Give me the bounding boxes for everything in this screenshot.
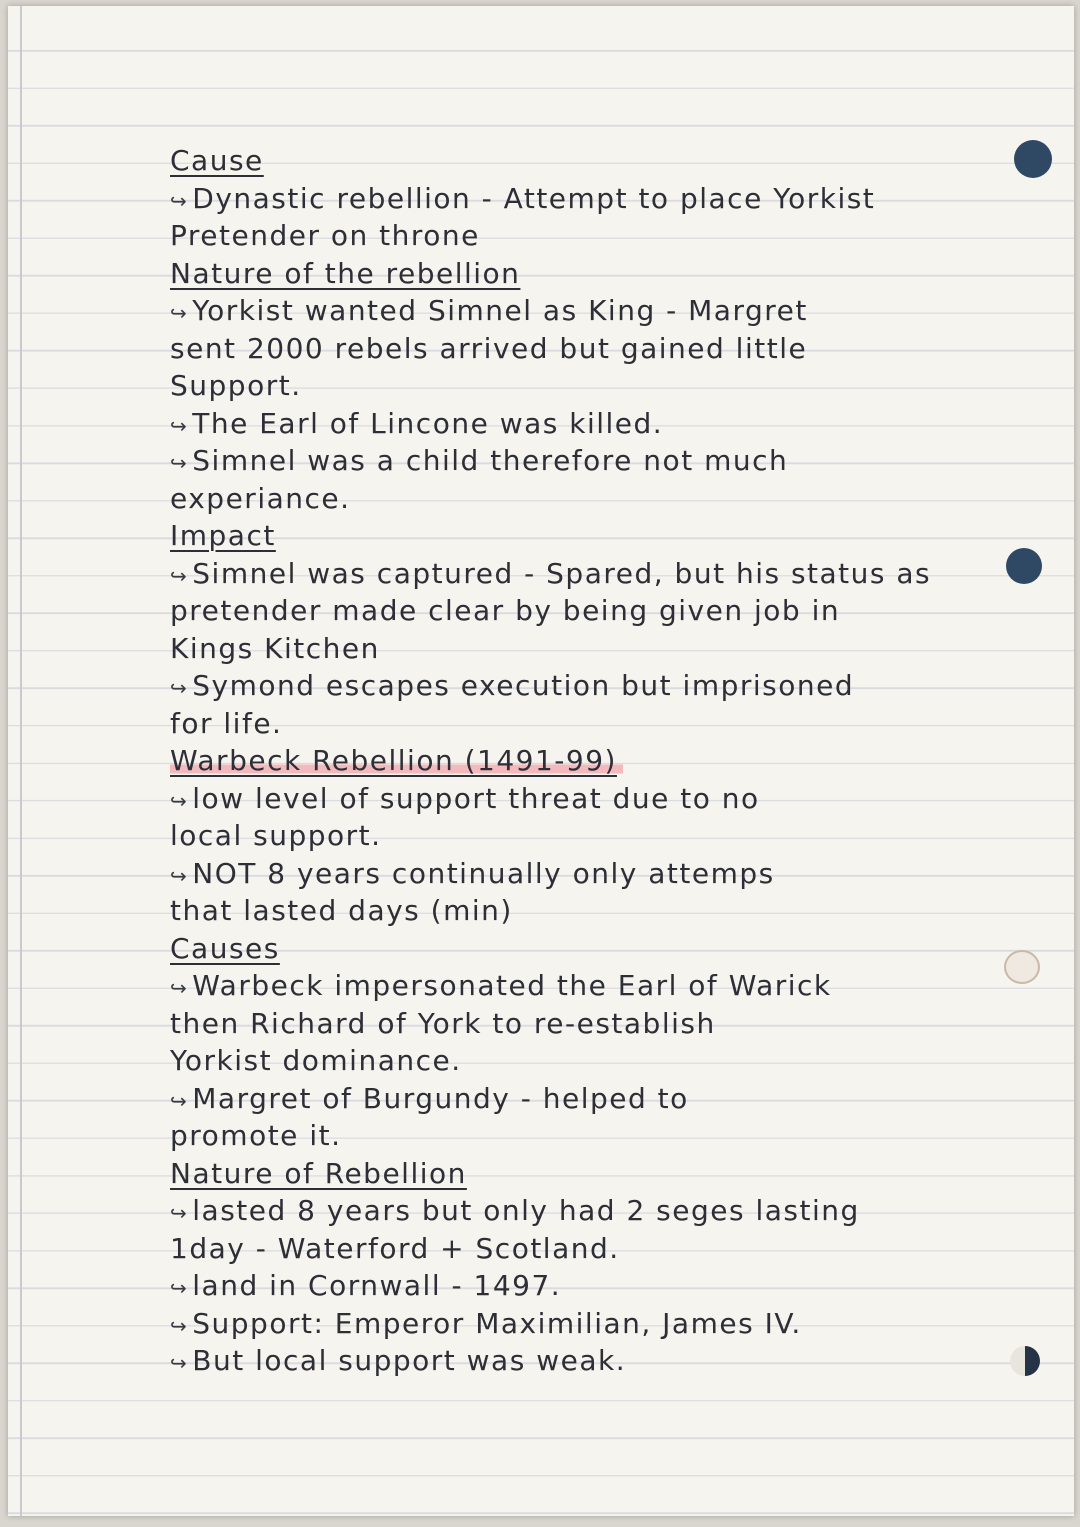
note-heading: [170, 742, 1050, 780]
line-text: Symond escapes execution but imprisoned: [192, 669, 855, 702]
line-text: Yorkist dominance.: [170, 1044, 462, 1077]
note-line: [170, 217, 1050, 255]
arrow-icon: ↪: [170, 976, 189, 1000]
line-text: experiance.: [170, 481, 351, 515]
note-line: [170, 180, 1050, 218]
note-line: [170, 967, 1050, 1005]
note-heading: [170, 517, 1050, 555]
arrow-icon: ↪: [170, 188, 189, 213]
line-text: 1day - Waterford + Scotland.: [170, 1231, 620, 1265]
note-line: [170, 1042, 1050, 1080]
arrow-icon: ↪: [170, 563, 189, 588]
note-line: [170, 367, 1050, 405]
heading-text: Nature of the rebellion: [170, 256, 521, 290]
arrow-icon: ↪: [170, 1351, 189, 1375]
note-line: [170, 330, 1050, 368]
line-text: Yorkist wanted Simnel as King - Margret: [192, 294, 808, 327]
arrow-icon: ↪: [170, 1088, 189, 1113]
line-text: land in Cornwall - 1497.: [192, 1269, 562, 1302]
line-text: that lasted days (min): [170, 894, 513, 927]
note-line: [170, 1342, 1050, 1380]
arrow-icon: ↪: [170, 301, 189, 325]
line-text: Warbeck impersonated the Earl of Warick: [192, 969, 832, 1002]
note-line: [170, 1230, 1050, 1268]
note-line: [170, 1192, 1050, 1230]
note-line: [170, 1005, 1050, 1043]
note-line: [170, 292, 1050, 330]
arrow-icon: ↪: [170, 451, 189, 475]
note-line: [170, 405, 1050, 443]
note-line: [170, 592, 1050, 630]
note-line: [170, 892, 1050, 930]
note-line: [170, 667, 1050, 705]
arrow-icon: ↪: [170, 676, 189, 700]
line-text: NOT 8 years continually only attemps: [192, 856, 775, 890]
line-text: But local support was weak.: [192, 1344, 627, 1377]
handwritten-notes: [170, 142, 1050, 1380]
note-line: [170, 1305, 1050, 1343]
note-line: [170, 630, 1050, 668]
note-line: [170, 442, 1050, 480]
margin-line: [20, 6, 22, 1516]
heading-text: Nature of Rebellion: [170, 1156, 467, 1190]
note-line: [170, 1267, 1050, 1305]
note-line: [170, 480, 1050, 518]
line-text: Kings Kitchen: [170, 631, 380, 665]
arrow-icon: ↪: [170, 1201, 189, 1225]
line-text: local support.: [170, 819, 382, 852]
line-text: low level of support threat due to no: [192, 781, 760, 815]
line-text: then Richard of York to re-establish: [170, 1006, 716, 1040]
note-line: [170, 555, 1050, 593]
arrow-icon: ↪: [170, 863, 189, 888]
line-text: Simnel was a child therefore not much: [192, 444, 789, 477]
heading-text: Warbeck Rebellion (1491-99): [170, 744, 623, 777]
arrow-icon: ↪: [170, 1276, 189, 1300]
note-line: [170, 1117, 1050, 1155]
line-text: promote it.: [170, 1119, 342, 1152]
heading-text: Causes: [170, 931, 280, 965]
note-heading: [170, 255, 1050, 293]
line-text: Simnel was captured - Spared, but his status as: [192, 556, 932, 590]
heading-text: Impact: [170, 519, 276, 552]
note-line: [170, 855, 1050, 893]
note-heading: [170, 142, 1050, 180]
note-line: [170, 817, 1050, 855]
arrow-icon: ↪: [170, 1313, 189, 1338]
note-line: [170, 780, 1050, 818]
line-text: for life.: [170, 706, 283, 740]
heading-text: Cause: [170, 144, 264, 177]
notebook-page: [8, 6, 1074, 1516]
line-text: Pretender on throne: [170, 219, 480, 252]
note-line: [170, 705, 1050, 743]
line-text: The Earl of Lincone was killed.: [192, 406, 664, 440]
line-text: sent 2000 rebels arrived but gained little: [170, 331, 808, 365]
line-text: pretender made clear by being given job in: [170, 594, 841, 627]
line-text: Support: Emperor Maximilian, James IV.: [192, 1306, 802, 1340]
line-text: Margret of Burgundy - helped to: [192, 1081, 689, 1115]
line-text: Dynastic rebellion - Attempt to place Yorkist: [192, 181, 876, 215]
arrow-icon: ↪: [170, 788, 189, 813]
note-heading: [170, 930, 1050, 968]
note-heading: [170, 1155, 1050, 1193]
line-text: Support.: [170, 369, 302, 402]
arrow-icon: ↪: [170, 413, 189, 438]
line-text: lasted 8 years but only had 2 seges lasting: [192, 1194, 860, 1227]
note-line: [170, 1080, 1050, 1118]
